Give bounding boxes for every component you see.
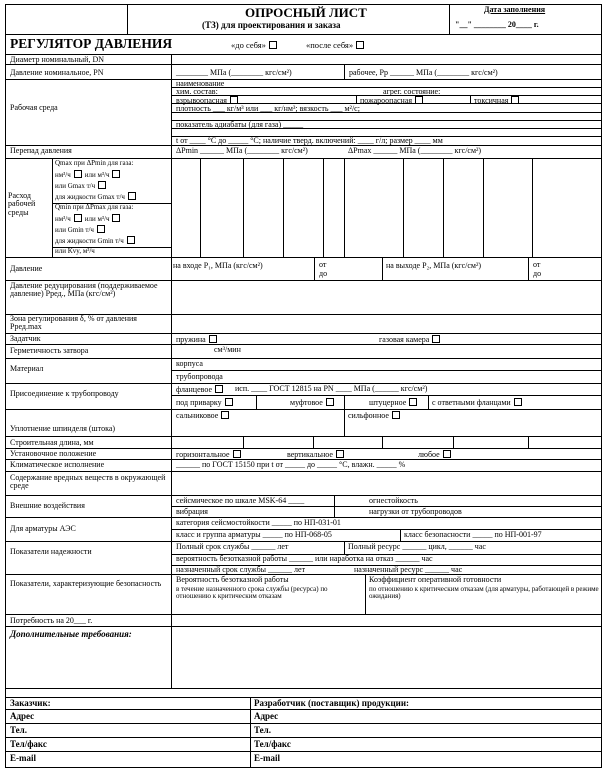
checkbox[interactable]: [443, 450, 451, 458]
label-length: Строительная длина, мм: [10, 438, 94, 447]
medium-adiabatic[interactable]: показатель адиабаты (для газа) _____: [176, 120, 304, 129]
date-field[interactable]: "__" ________ 20____ г.: [455, 20, 539, 29]
checkbox[interactable]: [225, 398, 233, 406]
install-any[interactable]: любое: [418, 450, 451, 459]
label-external: Внешние воздействия: [10, 501, 85, 510]
form-title: ОПРОСНЫЙ ЛИСТ: [245, 5, 367, 20]
external-fire[interactable]: огнестойкость: [369, 496, 418, 505]
customer-telfax[interactable]: Тел/факс: [10, 739, 47, 749]
checkbox[interactable]: [97, 225, 105, 233]
developer-email[interactable]: E-mail: [254, 753, 280, 763]
tight-value[interactable]: см³/мин: [214, 345, 241, 354]
label-flow: Расход рабочей среды: [8, 191, 36, 217]
checkbox[interactable]: [112, 170, 120, 178]
medium-chem[interactable]: хим. состав:: [176, 87, 218, 96]
checkbox[interactable]: [336, 450, 344, 458]
connect-coupling[interactable]: муфтовое: [290, 398, 334, 407]
checkbox[interactable]: [409, 398, 417, 406]
medium-density[interactable]: плотность ___ кг/м³ или ___ кг/нм³; вязкость ___ м²/c;: [176, 104, 360, 113]
checkbox[interactable]: [233, 450, 241, 458]
customer-tel[interactable]: Тел.: [10, 725, 27, 735]
field-dp-max[interactable]: ΔPmax ______ МПа (________ кгс/см²): [348, 146, 482, 155]
pressure-in-to[interactable]: до: [319, 269, 328, 278]
checkbox[interactable]: [415, 96, 423, 104]
checkbox[interactable]: [230, 96, 238, 104]
label-material: Материал: [10, 364, 44, 373]
checkbox[interactable]: [356, 41, 364, 49]
flow-gmax[interactable]: или Gmax т/ч: [55, 181, 106, 190]
flow-qmax-nm3[interactable]: нм³/ч или м³/ч: [55, 170, 120, 179]
option-after-self[interactable]: «после себя»: [306, 41, 364, 50]
checkbox[interactable]: [392, 411, 400, 419]
medium-temp[interactable]: t от ____ °С до _____ °С; наличие тверд. включений: ____ г/л; размер ____ мм: [176, 136, 443, 145]
reliab-life[interactable]: Полный срок службы ______ лет: [176, 542, 289, 551]
label-install: Установочное положение: [10, 449, 97, 458]
checkbox[interactable]: [127, 236, 135, 244]
customer-email[interactable]: E-mail: [10, 753, 36, 763]
label-climate: Климатическое исполнение: [10, 460, 105, 469]
checkbox[interactable]: [128, 192, 136, 200]
flow-qmin-nm3[interactable]: нм³/ч или м³/ч: [55, 214, 120, 223]
reliab-assigned-res[interactable]: назначенный ресурс ______ час: [354, 565, 463, 574]
flow-gmin-liquid[interactable]: для жидкости Gmin т/ч: [55, 236, 135, 245]
checkbox[interactable]: [215, 385, 223, 393]
connect-mating[interactable]: с ответными фланцами: [432, 398, 522, 407]
safety-prob[interactable]: Вероятность безотказной работы: [176, 575, 289, 584]
label-pred: Давление редуцирования (поддерживаемое давление) Рред., МПа (кгс/см²): [10, 281, 158, 299]
connect-flange[interactable]: фланцевое: [176, 385, 223, 394]
checkbox[interactable]: [269, 41, 277, 49]
flow-gmin[interactable]: или Gmin т/ч: [55, 225, 105, 234]
material-body[interactable]: корпуса: [176, 359, 203, 368]
reliab-prob[interactable]: вероятность безотказной работы ______ или наработка на отказ ______ час: [176, 554, 433, 563]
flow-kvy[interactable]: или Kvy, м³/ч: [55, 247, 95, 255]
label-tight: Герметичность затвора: [10, 346, 89, 355]
field-pn[interactable]: ________ МПа (________ кгс/см²): [176, 68, 292, 77]
label-aes: Для арматуры АЭС: [10, 524, 76, 533]
checkbox[interactable]: [74, 170, 82, 178]
flow-qmax: Qmax при ΔPmin для газа:: [55, 159, 134, 167]
label-medium: Рабочая среда: [10, 103, 58, 112]
reliab-resource[interactable]: Полный ресурс ______ цикл, ______ час: [348, 542, 486, 551]
label-need: Потребность на 20___ г.: [10, 616, 93, 625]
material-pipe[interactable]: трубопровода: [176, 372, 223, 381]
label-dn: Диаметр номинальный, DN: [10, 55, 105, 64]
external-vibration[interactable]: вибрация: [176, 507, 208, 516]
checkbox[interactable]: [74, 214, 82, 222]
aes-class[interactable]: класс и группа арматуры _____ по НП-068-05: [176, 530, 332, 539]
developer-title: Разработчик (поставщик) продукции:: [254, 698, 410, 708]
label-safety: Показатели, характеризующие безопасность: [10, 579, 162, 588]
developer-telfax[interactable]: Тел/факс: [254, 739, 291, 749]
label-reliability: Показатели надежности: [10, 547, 92, 556]
checkbox[interactable]: [209, 335, 217, 343]
pressure-out-to[interactable]: до: [533, 269, 542, 278]
safety-coef-desc: по отношению к критическим отказам (для арматуры, работающей в режиме ожидания): [369, 585, 599, 601]
connect-nipple[interactable]: штуцерное: [369, 398, 417, 407]
pressure-out: на выходе P₂, МПа (кгс/см²): [386, 261, 482, 270]
pressure-in: на входе P₁, МПа (кгс/см²): [173, 261, 263, 270]
safety-prob-desc: в течение назначенного срока службы (ресурса) по отношению к критическим отказам: [176, 585, 328, 601]
external-seismic[interactable]: сейсмическое по шкале MSK-64 ____: [176, 496, 305, 505]
label-connect: Присоединение к трубопроводу: [10, 389, 119, 398]
checkbox[interactable]: [221, 411, 229, 419]
seal-gland[interactable]: сальниковое: [176, 411, 229, 420]
medium-agg[interactable]: агрег. состояние:: [383, 87, 441, 96]
connect-weld[interactable]: под приварку: [176, 398, 233, 407]
extra-requirements[interactable]: Дополнительные требования:: [10, 629, 132, 639]
setter-gaschamber[interactable]: газовая камера: [379, 335, 440, 344]
pressure-out-from[interactable]: от: [533, 260, 541, 269]
product-title: РЕГУЛЯТОР ДАВЛЕНИЯ: [10, 36, 173, 51]
seal-bellows[interactable]: сильфонное: [348, 411, 400, 420]
checkbox[interactable]: [432, 335, 440, 343]
aes-safety[interactable]: класс безопасности _____ по НП-001-97: [404, 530, 542, 539]
field-dp-min[interactable]: ΔPmin ______ МПа (________ кгс/см²): [176, 146, 308, 155]
medium-explosive[interactable]: взрывоопасная: [176, 96, 238, 105]
flow-qmin: Qmin при ΔPmax для газа:: [55, 203, 134, 211]
label-dp: Перепад давления: [10, 146, 72, 155]
label-pn: Давление номинальное, PN: [10, 68, 104, 77]
flow-gmax-liquid[interactable]: для жидкости Gmax т/ч: [55, 192, 136, 201]
aes-category[interactable]: категория сейсмостойкости _____ по НП-031-01: [176, 518, 341, 527]
medium-toxic[interactable]: токсичная: [474, 96, 519, 105]
checkbox[interactable]: [514, 398, 522, 406]
checkbox[interactable]: [112, 214, 120, 222]
form-subtitle: (ТЗ) для проектирования и заказа: [202, 20, 341, 30]
medium-name[interactable]: наименование: [176, 79, 225, 88]
checkbox[interactable]: [326, 398, 334, 406]
install-vertical[interactable]: вертикальное: [287, 450, 344, 459]
safety-coef[interactable]: Коэффициент оперативной готовности: [369, 575, 502, 584]
label-zone: Зона регулирования δ, % от давления Рред.max: [10, 314, 137, 332]
developer-address[interactable]: Адрес: [254, 711, 279, 721]
checkbox[interactable]: [511, 96, 519, 104]
developer-tel[interactable]: Тел.: [254, 725, 271, 735]
label-seal: Уплотнение шпинделя (штока): [10, 424, 116, 433]
reliab-assigned-life[interactable]: назначенный срок службы ______ лет: [176, 565, 306, 574]
option-to-self[interactable]: «до себя»: [231, 41, 277, 50]
customer-address[interactable]: Адрес: [10, 711, 35, 721]
customer-title: Заказчик:: [10, 698, 51, 708]
label-harmful: Содержание вредных веществ в окружающей среде: [10, 473, 166, 491]
label-pressure: Давление: [10, 264, 43, 273]
medium-fire[interactable]: пожароопасная: [360, 96, 423, 105]
label-setter: Задатчик: [10, 334, 41, 343]
setter-spring[interactable]: пружина: [176, 335, 217, 344]
climate-value[interactable]: ______ по ГОСТ 15150 при t от _____ до _____ °С, влажн. _____ %: [176, 460, 406, 469]
install-horizontal[interactable]: горизонтальное: [176, 450, 241, 459]
external-pipes[interactable]: нагрузки от трубопроводов: [369, 507, 462, 516]
pressure-in-from[interactable]: от: [319, 260, 327, 269]
date-label: Дата заполнения: [484, 5, 546, 14]
connect-exec[interactable]: исп. ____ ГОСТ 12815 на PN ____ МПа (______ кгс/см²): [235, 384, 428, 393]
field-pn-work[interactable]: рабочее, Рр ______ МПа (________ кгс/см²): [349, 68, 498, 77]
checkbox[interactable]: [98, 181, 106, 189]
